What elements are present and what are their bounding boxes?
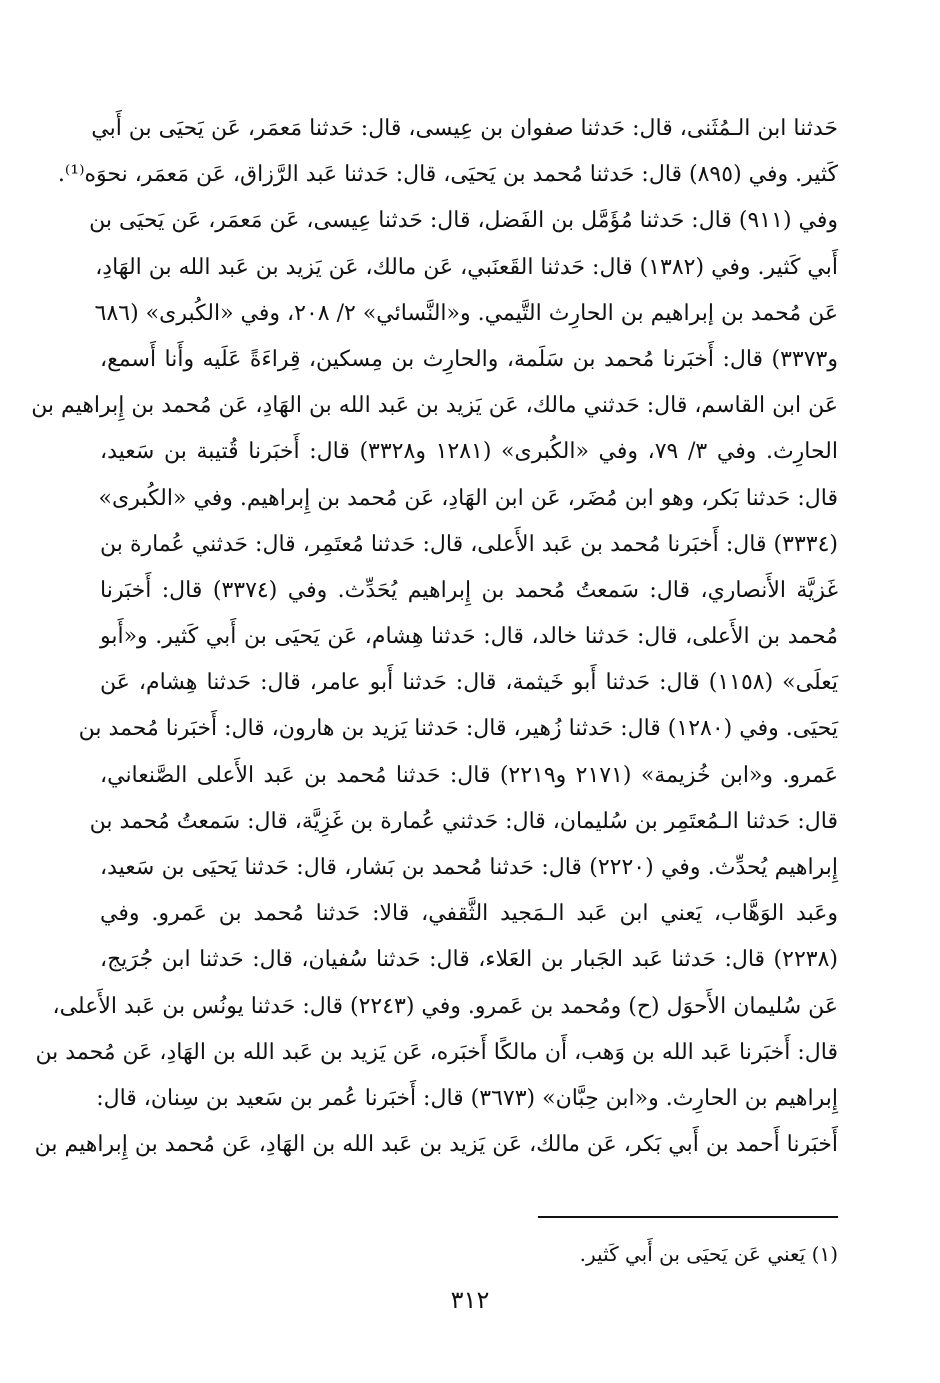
text-line: عَمرو. و«ابن خُزيمة» (٢١٧١ و٢٢١٩) قال: حَدثنا مُحمد بن عَبد الأَعلى الصَّنعاني، [100,762,838,788]
main-text-block [31,106,838,1168]
text-line: حَدثنا ابن الـمُثَنى، قال: حَدثنا صفوان بن عِيسى، قال: حَدثنا مَعمَر، عَن يَحيَى بن أَبي [91,116,838,141]
text-line: يَحيَى. وفي (١٢٨٠) قال: حَدثنا زُهير، قال: حَدثنا يَزيد بن هارون، قال: أَخبَرنا مُحمد بن [78,716,838,742]
text-line: عَن سُليمان الأَحوَل (ح) ومُحمد بن عَمرو. وفي (٢٢٤٣) قال: حَدثنا يونُس بن عَبد الأَعلى، [52,993,838,1019]
text-line: (٣٣٣٤) قال: أَخبَرنا مُحمد بن عَبد الأَعلى، قال: حَدثنا مُعتَمِر، قال: حَدثني عُمارة بن [100,531,838,557]
text-line: الحارِث. وفي ٣/ ٧٩، وفي «الكُبرى» (١٢٨١ و٣٣٢٨) قال: أَخبَرنا قُتيبة بن سَعيد، [100,439,838,465]
page-number: ٣١٢ [450,1286,490,1314]
text-line: غَزيَّة الأَنصاري، قال: سَمعتُ مُحمد بن إِبراهيم يُحَدِّث. وفي (٣٣٧٤) قال: أَخبَرنا [100,577,838,603]
text-line: و٣٣٧٣) قال: أَخبَرنا مُحمد بن سَلَمة، والحارِث بن مِسكين، قِراءَةً عَلَيه وأَنا أَسمع، [100,346,838,372]
text-line: أَبي كَثير. وفي (١٣٨٢) قال: حَدثنا القَعنَبي، عَن مالك، عَن يَزيد بن عَبد الله بن الهَادِ، [95,254,838,280]
text-line: إِبراهيم بن الحارِث. و«ابن حِبَّان» (٣٦٧٣) قال: أَخبَرنا عُمر بن سَعيد بن سِنان، قال: [96,1085,838,1111]
footnote-divider [538,1216,838,1218]
text-line: عَن مُحمد بن إبراهيم بن الحارِث التَّيمي. و«النَّسائي» ٢/ ٢٠٨، وفي «الكُبرى» (٦٨٦ [94,300,838,326]
text-line: قال: حَدثنا بَكر، وهو ابن مُضَر، عَن ابن الهَادِ، عَن مُحمد بن إِبراهيم. وفي «الكُبرى» [98,485,838,511]
text-line: يَعلَى» (١١٥٨) قال: حَدثنا أَبو خَيثمة، قال: حَدثنا أَبو عامر، قال: حَدثنا هِشام، عَن [100,670,838,696]
text-line: كَثير. وفي (٨٩٥) قال: حَدثنا مُحمد بن يَحيَى، قال: حَدثنا عَبد الرَّزاق، عَن مَعمَر، نحوَه⁽¹⁾. [57,162,838,188]
text-line: وفي (٩١١) قال: حَدثنا مُؤَمَّل بن الفَضل، قال: حَدثنا عِيسى، عَن مَعمَر، عَن يَحيَى بن [89,208,838,234]
footnote: (١) يَعني عَن يَحيَى بن أَبي كَثير. [579,1242,838,1266]
text-line: عَن ابن القاسم، قال: حَدثني مالك، عَن يَزيد بن عَبد الله بن الهَادِ، عَن مُحمد بن إِبراهيم بن [31,393,838,419]
text-line: قال: حَدثنا الـمُعتَمِر بن سُليمان، قال: حَدثني عُمارة بن غَزِيَّة، قال: سَمعتُ مُحمد بن [89,808,838,834]
text-line: أَخبَرنا أَحمد بن أَبي بَكر، عَن مالك، عَن يَزيد بن عَبد الله بن الهَادِ، عَن مُحمد بن إِبراهيم بن [34,1132,838,1158]
text-line: إِبراهيم يُحدِّث. وفي (٢٢٢٠) قال: حَدثنا مُحمد بن بَشار، قال: حَدثنا يَحيَى بن سَعيد، [100,855,838,880]
text-line: وعَبد الوَهَّاب، يَعني ابن عَبد الـمَجيد الثَّقفي، قالا: حَدثنا مُحمد بن عَمرو. وفي [100,901,838,927]
text-line: قال: أَخبَرنا عَبد الله بن وَهب، أَن مالكًا أَخبَره، عَن يَزيد بن عَبد الله بن الهَادِ، عَن مُحمد بن [35,1039,838,1065]
text-line: (٢٢٣٨) قال: حَدثنا عَبد الجَبار بن العَلاء، قال: حَدثنا سُفيان، قال: حَدثنا ابن جُرَيج، [100,947,838,973]
text-line: مُحمد بن الأَعلى، قال: حَدثنا خالد، قال: حَدثنا هِشام، عَن يَحيَى بن أَبي كَثير. و«أَبو [100,624,838,650]
